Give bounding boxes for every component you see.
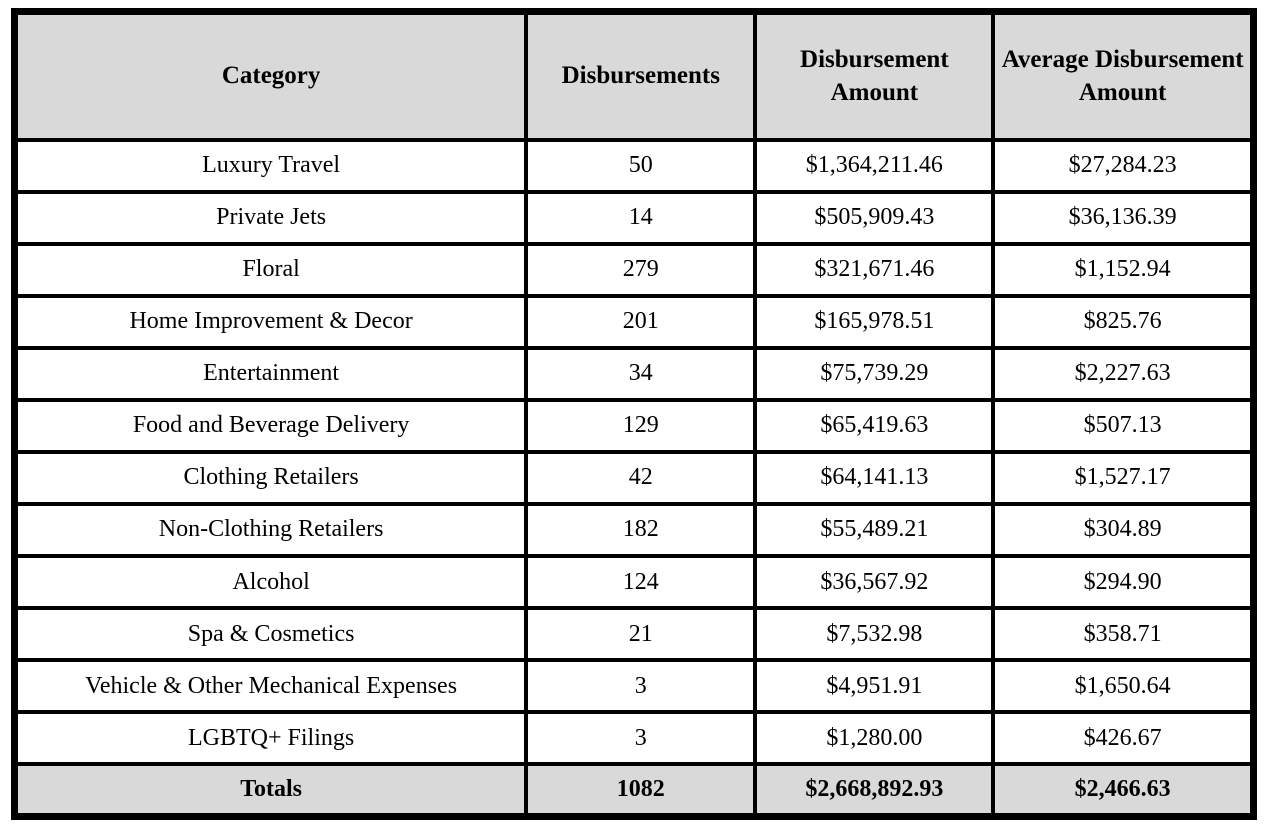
disbursements-cell: 50 xyxy=(526,140,755,192)
disbursements-cell: 21 xyxy=(526,608,755,660)
column-header-average-disbursement-amount: Average Disbursement Amount xyxy=(993,12,1253,140)
disbursements-cell: 3 xyxy=(526,712,755,764)
totals-row xyxy=(15,764,1254,816)
disbursements-cell: 201 xyxy=(526,296,755,348)
average-cell: $36,136.39 xyxy=(993,192,1253,244)
average-cell: $294.90 xyxy=(993,556,1253,608)
category-cell: LGBTQ+ Filings xyxy=(15,712,527,764)
totals-disbursements-cell: 1082 xyxy=(526,764,755,816)
disbursements-cell: 34 xyxy=(526,348,755,400)
table-row xyxy=(15,296,1254,348)
category-cell: Luxury Travel xyxy=(15,140,527,192)
table-row xyxy=(15,660,1254,712)
average-cell: $27,284.23 xyxy=(993,140,1253,192)
category-cell: Alcohol xyxy=(15,556,527,608)
header-row xyxy=(15,12,1254,140)
category-cell: Floral xyxy=(15,244,527,296)
amount-cell: $64,141.13 xyxy=(755,452,993,504)
table-row xyxy=(15,712,1254,764)
average-cell: $1,527.17 xyxy=(993,452,1253,504)
table-row xyxy=(15,348,1254,400)
average-cell: $507.13 xyxy=(993,400,1253,452)
amount-cell: $321,671.46 xyxy=(755,244,993,296)
category-cell: Home Improvement & Decor xyxy=(15,296,527,348)
disbursements-cell: 124 xyxy=(526,556,755,608)
disbursements-cell: 279 xyxy=(526,244,755,296)
category-cell: Clothing Retailers xyxy=(15,452,527,504)
category-cell: Non-Clothing Retailers xyxy=(15,504,527,556)
amount-cell: $1,280.00 xyxy=(755,712,993,764)
disbursements-cell: 182 xyxy=(526,504,755,556)
amount-cell: $55,489.21 xyxy=(755,504,993,556)
totals-average-cell: $2,466.63 xyxy=(993,764,1253,816)
average-cell: $426.67 xyxy=(993,712,1253,764)
amount-cell: $1,364,211.46 xyxy=(755,140,993,192)
table-row xyxy=(15,504,1254,556)
table-row xyxy=(15,400,1254,452)
disbursements-table-container xyxy=(11,8,1257,820)
category-cell: Food and Beverage Delivery xyxy=(15,400,527,452)
table-row xyxy=(15,608,1254,660)
disbursements-cell: 14 xyxy=(526,192,755,244)
amount-cell: $4,951.91 xyxy=(755,660,993,712)
average-cell: $304.89 xyxy=(993,504,1253,556)
average-cell: $825.76 xyxy=(993,296,1253,348)
amount-cell: $165,978.51 xyxy=(755,296,993,348)
average-cell: $358.71 xyxy=(993,608,1253,660)
table-row xyxy=(15,556,1254,608)
totals-label-cell: Totals xyxy=(15,764,527,816)
column-header-disbursement-amount: Disbursement Amount xyxy=(755,12,993,140)
average-cell: $1,650.64 xyxy=(993,660,1253,712)
amount-cell: $75,739.29 xyxy=(755,348,993,400)
disbursements-table xyxy=(11,8,1257,820)
category-cell: Private Jets xyxy=(15,192,527,244)
table-row xyxy=(15,140,1254,192)
category-cell: Spa & Cosmetics xyxy=(15,608,527,660)
table-row xyxy=(15,452,1254,504)
amount-cell: $505,909.43 xyxy=(755,192,993,244)
column-header-category: Category xyxy=(15,12,527,140)
average-cell: $2,227.63 xyxy=(993,348,1253,400)
table-row xyxy=(15,244,1254,296)
disbursements-cell: 42 xyxy=(526,452,755,504)
amount-cell: $7,532.98 xyxy=(755,608,993,660)
average-cell: $1,152.94 xyxy=(993,244,1253,296)
table-row xyxy=(15,192,1254,244)
category-cell: Entertainment xyxy=(15,348,527,400)
disbursements-cell: 3 xyxy=(526,660,755,712)
totals-amount-cell: $2,668,892.93 xyxy=(755,764,993,816)
amount-cell: $36,567.92 xyxy=(755,556,993,608)
category-cell: Vehicle & Other Mechanical Expenses xyxy=(15,660,527,712)
amount-cell: $65,419.63 xyxy=(755,400,993,452)
column-header-disbursements: Disbursements xyxy=(526,12,755,140)
disbursements-cell: 129 xyxy=(526,400,755,452)
